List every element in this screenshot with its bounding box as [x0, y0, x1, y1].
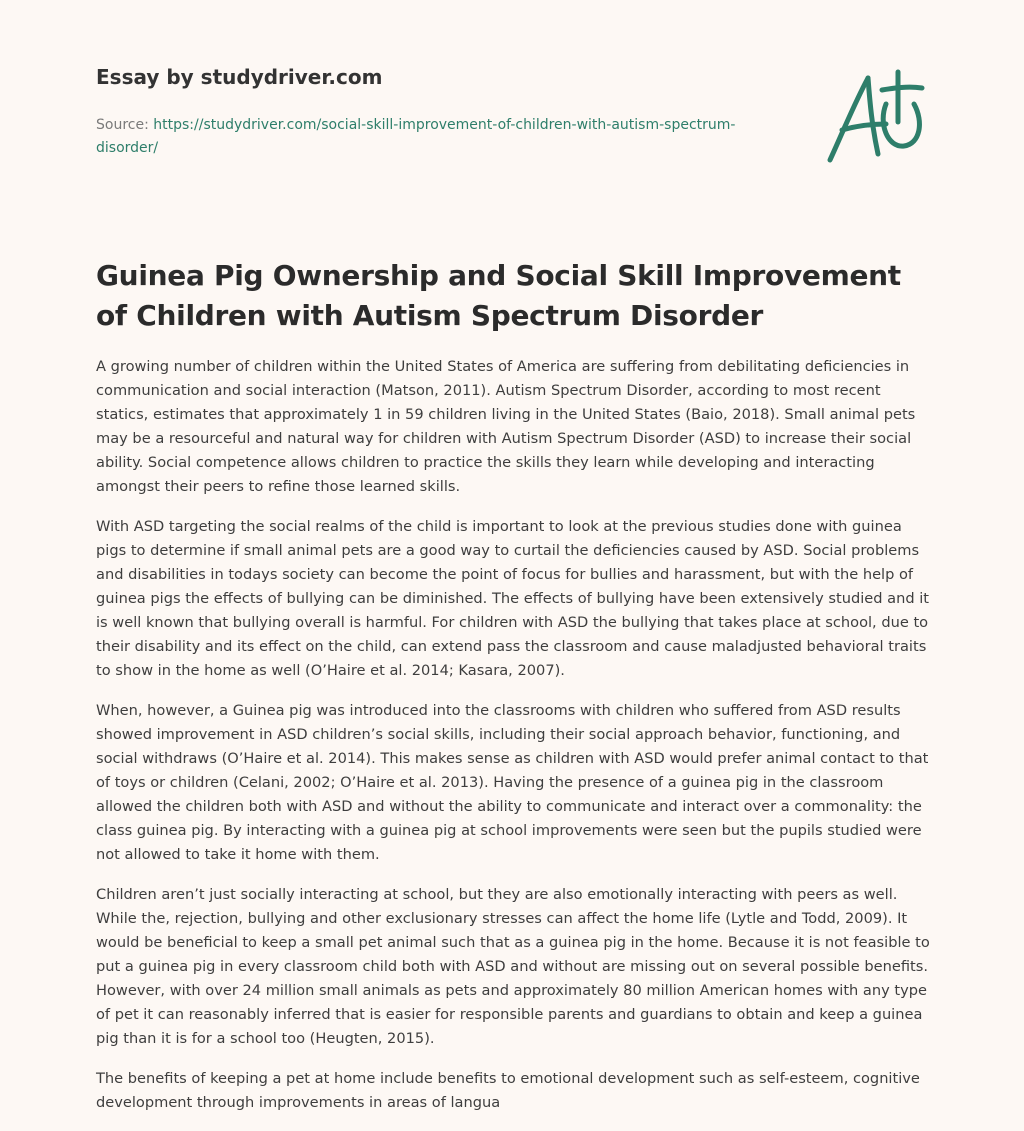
source-line	[96, 114, 796, 160]
essay-paragraph: With ASD targeting the social realms of the child is important to look at the previous studies done with guinea pigs to determine if small animal pets are a good way to curtail the deficiencies caused by ASD. Social problems and disabilities in todays society can become the point of focus for bullies and harassment, but with the help of guinea pigs the effects of bullying can be diminished. The effects of bullying have been extensively studied and it is well known that bullying overall is harmful. For children with ASD the bullying that takes place at school, due to their disability and its effect on the child, can extend pass the classroom and cause maladjusted behavioral traits to show in the home as well (O’Haire et al. 2014; Kasara, 2007).	[96, 518, 930, 679]
a-plus-logo	[820, 64, 930, 168]
essay-paragraph: A growing number of children within the United States of America are suffering from debilitating deficiencies in communication and social interaction (Matson, 2011). Autism Spectrum Disorder, according to most recent statics, estimates that approximately 1 in 59 children living in the United States (Baio, 2018). Small animal pets may be a resourceful and natural way for children with Autism Spectrum Disorder (ASD) to increase their social ability. Social competence allows children to practice the skills they learn while developing and interacting amongst their peers to refine those learned skills.	[96, 358, 916, 495]
source-link[interactable]: https://studydriver.com/social-skill-improvement-of-children-with-autism-spectrum-disorder/	[96, 117, 736, 156]
source-label: Source:	[96, 117, 149, 133]
site-title: Essay by studydriver.com	[96, 65, 383, 89]
essay-paragraph: When, however, a Guinea pig was introduced into the classrooms with children who suffered from ASD results showed improvement in ASD children’s social skills, including their social approach behavior, functioning, and social withdraws (O’Haire et al. 2014). This makes sense as children with ASD would prefer animal contact to that of toys or children (Celani, 2002; O’Haire et al. 2013). Having the presence of a guinea pig in the classroom allowed the children both with ASD and without the ability to communicate and interact over a commonality: the class guinea pig. By interacting with a guinea pig at school improvements were seen but the pupils studied were not allowed to take it home with them.	[96, 702, 929, 863]
essay-paragraph: The benefits of keeping a pet at home include benefits to emotional development such as self-esteem, cognitive development through improvements in areas of langua	[96, 1070, 920, 1111]
essay-body	[96, 355, 932, 1131]
page-header	[96, 62, 796, 160]
essay-title: Guinea Pig Ownership and Social Skill Improvement of Children with Autism Spectrum Disorder	[96, 259, 901, 332]
essay-paragraph: Children aren’t just socially interacting at school, but they are also emotionally interacting with peers as well. While the, rejection, bullying and other exclusionary stresses can affect the home life (Lytle and Todd, 2009). It would be beneficial to keep a small pet animal such that as a guinea pig in the home. Because it is not feasible to put a guinea pig in every classroom child both with ASD and without are missing out on several possible benefits. However, with over 24 million small animals as pets and approximately 80 million American homes with any type of pet it can reasonably inferred that is easier for responsible parents and guardians to obtain and keep a guinea pig than it is for a school too (Heugten, 2015).	[96, 886, 930, 1047]
a-plus-logo-icon	[820, 64, 930, 168]
